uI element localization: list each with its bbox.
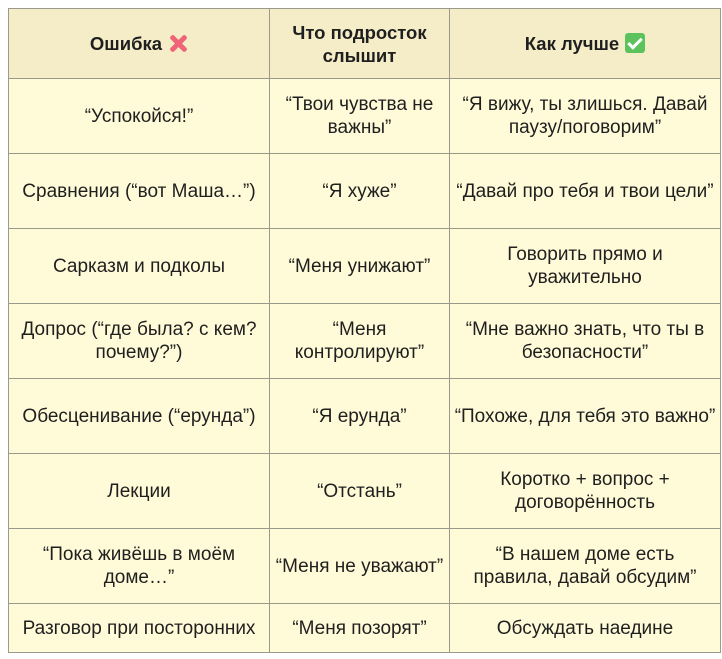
better-cell: Говорить прямо и уважительно (450, 229, 721, 304)
header-what-teen-hears (270, 9, 450, 79)
mistake-cell: Разговор при посторонних (9, 604, 270, 653)
table-row (9, 79, 721, 154)
better-cell: Обсуждать наедине (450, 604, 721, 653)
hears-cell: “Я ерунда” (270, 379, 450, 454)
comparison-table (8, 8, 721, 653)
header-row (9, 9, 721, 79)
table-row (9, 604, 721, 653)
check-mark-icon (625, 33, 645, 53)
hears-cell: “Меня позорят” (270, 604, 450, 653)
table-row (9, 454, 721, 529)
table-row (9, 529, 721, 604)
hears-cell: “Я хуже” (270, 154, 450, 229)
header-mistake-label: Ошибка (89, 33, 163, 54)
table-row (9, 154, 721, 229)
better-cell: Коротко + вопрос + договорённость (450, 454, 721, 529)
table-row (9, 379, 721, 454)
header-better-way-label: Как лучше (524, 33, 620, 54)
better-cell: “Я вижу, ты злишься. Давай паузу/поговорим” (450, 79, 721, 154)
mistake-cell: Обесценивание (“ерунда”) (9, 379, 270, 454)
table-row (9, 229, 721, 304)
hears-cell: “Твои чувства не важны” (270, 79, 450, 154)
mistake-cell: “Успокойся!” (9, 79, 270, 154)
hears-cell: “Меня контролируют” (270, 304, 450, 379)
mistake-cell: Сарказм и подколы (9, 229, 270, 304)
cropped-heading-strip (0, 0, 722, 8)
better-cell: “Мне важно знать, что ты в безопасности” (450, 304, 721, 379)
better-cell: “Давай про тебя и твои цели” (450, 154, 721, 229)
header-what-teen-hears-label: Что подросток слышит (292, 21, 427, 66)
hears-cell: “Меня не уважают” (270, 529, 450, 604)
mistake-cell: Лекции (9, 454, 270, 529)
hears-cell: “Меня унижают” (270, 229, 450, 304)
better-cell: “Похоже, для тебя это важно” (450, 379, 721, 454)
mistake-cell: Допрос (“где была? с кем? почему?”) (9, 304, 270, 379)
cross-mark-icon (168, 33, 188, 53)
table-row (9, 304, 721, 379)
header-mistake (9, 9, 270, 79)
better-cell: “В нашем доме есть правила, давай обсудим” (450, 529, 721, 604)
header-better-way (450, 9, 721, 79)
mistake-cell: “Пока живёшь в моём доме…” (9, 529, 270, 604)
hears-cell: “Отстань” (270, 454, 450, 529)
mistake-cell: Сравнения (“вот Маша…”) (9, 154, 270, 229)
